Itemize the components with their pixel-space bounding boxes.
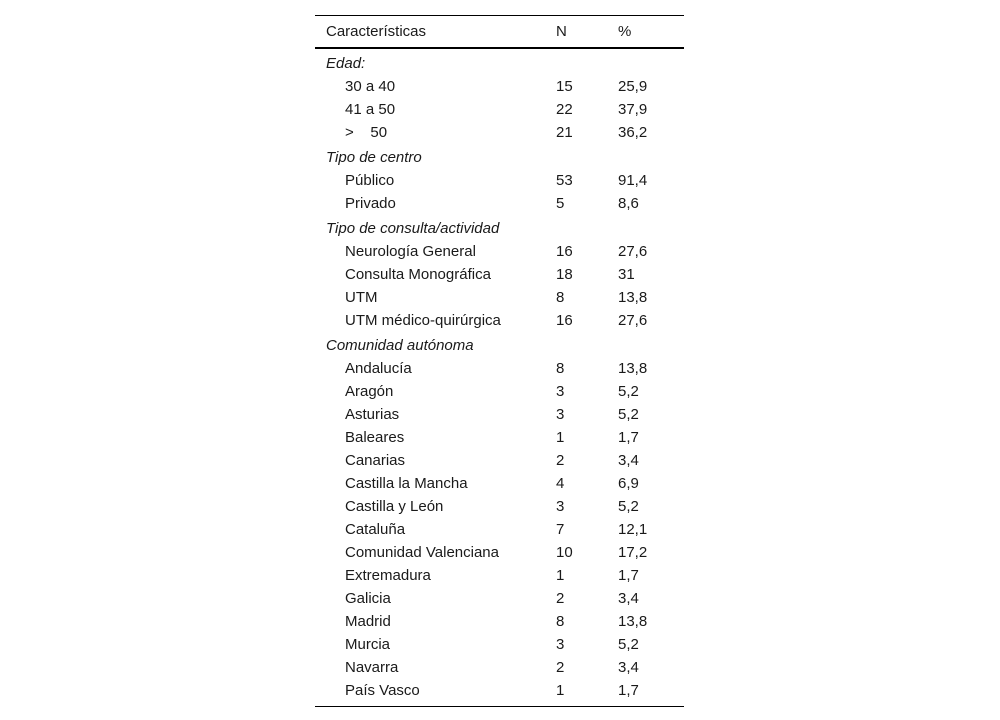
row-percent-value: 6,9 (618, 475, 639, 492)
characteristics-table (315, 15, 684, 707)
row-label: Comunidad Valenciana (345, 544, 499, 561)
row-n-value: 3 (556, 498, 565, 515)
row-label: Privado (345, 195, 396, 212)
row-label: Castilla la Mancha (345, 475, 468, 492)
table-row (315, 495, 684, 518)
row-n-value: 16 (556, 243, 573, 260)
header-characteristics: Características (326, 23, 427, 40)
row-n-value: 16 (556, 312, 573, 329)
row-label: Neurología General (345, 243, 476, 260)
table-row (315, 121, 684, 144)
group-header-row (315, 332, 684, 357)
row-label: Canarias (345, 452, 406, 469)
table-row (315, 192, 684, 215)
row-n-value: 8 (556, 613, 565, 630)
row-n-value: 2 (556, 659, 565, 676)
row-n-value: 3 (556, 406, 565, 423)
row-n-value: 22 (556, 101, 573, 118)
table-row (315, 380, 684, 403)
row-n-value: 21 (556, 124, 573, 141)
row-percent-value: 13,8 (618, 360, 648, 377)
header-percent: % (618, 23, 632, 40)
row-n-value: 3 (556, 636, 565, 653)
row-n-value: 53 (556, 172, 573, 189)
row-n-value: 15 (556, 78, 573, 95)
table-row (315, 472, 684, 495)
table-row (315, 263, 684, 286)
group-empty-cell (556, 48, 618, 75)
group-header-row (315, 48, 684, 75)
row-label: Extremadura (345, 567, 431, 584)
row-percent-value: 12,1 (618, 521, 648, 538)
table-row (315, 309, 684, 332)
row-label: 41 a 50 (345, 101, 396, 118)
row-label: Aragón (345, 383, 394, 400)
group-header-row (315, 144, 684, 169)
table-row (315, 240, 684, 263)
row-label: Consulta Monográfica (345, 266, 491, 283)
group-header-row (315, 215, 684, 240)
group-empty-cell (618, 48, 684, 75)
row-label: Galicia (345, 590, 391, 607)
row-n-value: 8 (556, 360, 565, 377)
row-percent-value: 17,2 (618, 544, 648, 561)
row-n-value: 8 (556, 289, 565, 306)
row-percent-value: 3,4 (618, 590, 639, 607)
row-percent-value: 13,8 (618, 613, 648, 630)
group-empty-cell (618, 144, 684, 169)
group-empty-cell (618, 215, 684, 240)
table-row (315, 169, 684, 192)
row-n-value: 10 (556, 544, 573, 561)
group-label: Tipo de consulta/actividad (326, 219, 500, 237)
row-label: Madrid (345, 613, 391, 630)
table-row (315, 541, 684, 564)
table-row (315, 426, 684, 449)
header-n: N (556, 23, 567, 40)
row-label: > 50 (345, 124, 388, 141)
table-row (315, 679, 684, 707)
row-n-value: 1 (556, 567, 565, 584)
row-percent-value: 27,6 (618, 243, 648, 260)
row-n-value: 7 (556, 521, 565, 538)
row-percent-value: 36,2 (618, 124, 648, 141)
group-empty-cell (556, 332, 618, 357)
row-percent-value: 1,7 (618, 682, 639, 699)
row-label: Baleares (345, 429, 405, 446)
row-percent-value: 91,4 (618, 172, 648, 189)
header-row (315, 16, 684, 49)
table-row (315, 656, 684, 679)
table-header (315, 16, 684, 49)
row-n-value: 2 (556, 452, 565, 469)
row-percent-value: 31 (618, 266, 635, 283)
group-empty-cell (556, 144, 618, 169)
row-label: UTM (345, 289, 378, 306)
row-percent-value: 5,2 (618, 406, 639, 423)
row-label: Público (345, 172, 395, 189)
row-percent-value: 5,2 (618, 383, 639, 400)
row-label: Navarra (345, 659, 399, 676)
row-label: Andalucía (345, 360, 412, 377)
table-row (315, 286, 684, 309)
row-label: UTM médico-quirúrgica (345, 312, 501, 329)
row-label: País Vasco (345, 682, 420, 699)
table-row (315, 75, 684, 98)
row-label: Cataluña (345, 521, 406, 538)
table-row (315, 633, 684, 656)
table-row (315, 518, 684, 541)
row-percent-value: 1,7 (618, 567, 639, 584)
row-percent-value: 3,4 (618, 452, 639, 469)
row-percent-value: 25,9 (618, 78, 648, 95)
row-percent-value: 3,4 (618, 659, 639, 676)
group-label: Tipo de centro (326, 148, 422, 166)
row-n-value: 4 (556, 475, 565, 492)
row-percent-value: 5,2 (618, 636, 639, 653)
table-row (315, 98, 684, 121)
table-row (315, 564, 684, 587)
table-row (315, 403, 684, 426)
group-label: Comunidad autónoma (326, 336, 474, 354)
row-percent-value: 13,8 (618, 289, 648, 306)
row-n-value: 3 (556, 383, 565, 400)
table-body (315, 48, 684, 707)
row-label: Castilla y León (345, 498, 444, 515)
row-percent-value: 37,9 (618, 101, 648, 118)
row-label: Murcia (345, 636, 391, 653)
characteristics-table-container (315, 15, 684, 707)
row-n-value: 18 (556, 266, 573, 283)
group-empty-cell (618, 332, 684, 357)
table-row (315, 449, 684, 472)
row-n-value: 1 (556, 682, 565, 699)
row-n-value: 5 (556, 195, 565, 212)
row-n-value: 2 (556, 590, 565, 607)
row-percent-value: 5,2 (618, 498, 639, 515)
group-label: Edad: (326, 54, 366, 72)
row-label: 30 a 40 (345, 78, 396, 95)
table-row (315, 610, 684, 633)
row-label: Asturias (345, 406, 400, 423)
table-row (315, 357, 684, 380)
row-percent-value: 8,6 (618, 195, 639, 212)
group-empty-cell (556, 215, 618, 240)
row-percent-value: 1,7 (618, 429, 639, 446)
table-row (315, 587, 684, 610)
row-percent-value: 27,6 (618, 312, 648, 329)
row-n-value: 1 (556, 429, 565, 446)
